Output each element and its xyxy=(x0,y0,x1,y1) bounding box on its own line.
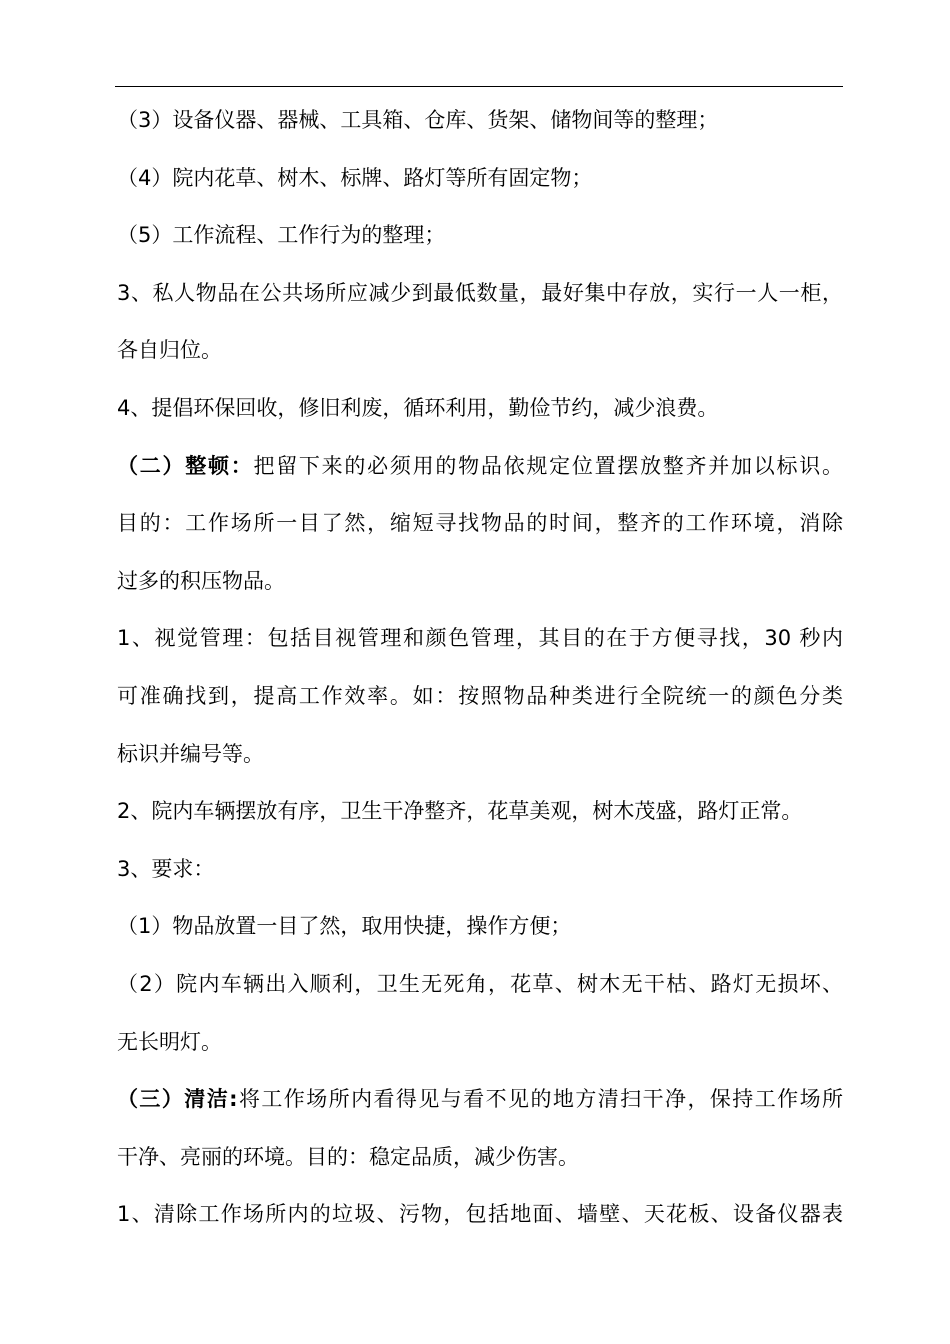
text-line: （3）设备仪器、器械、工具箱、仓库、货架、储物间等的整理； xyxy=(117,108,719,132)
section-heading: （三）清洁: xyxy=(117,1087,238,1112)
text-line: （1）物品放置一目了然，取用快捷，操作方便； xyxy=(117,914,572,939)
document-body xyxy=(117,92,843,1244)
text-line: 1、清除工作场所内的垃圾、污物，包括地面、墙壁、天花板、设备仪器表 xyxy=(117,1202,843,1227)
text-line: 过多的积压物品。 xyxy=(117,568,285,593)
text-line: （5）工作流程、工作行为的整理； xyxy=(117,223,446,248)
section-heading-line: （三）清洁:将工作场所内看得见与看不见的地方清扫干净，保持工作场所 xyxy=(117,1087,843,1112)
text-line: 4、提倡环保回收，修旧利废，循环利用，勤俭节约，减少浪费。 xyxy=(117,395,719,420)
text-line: 可准确找到，提高工作效率。如：按照物品种类进行全院统一的颜色分类 xyxy=(117,683,843,708)
text-line: 1、视觉管理：包括目视管理和颜色管理，其目的在于方便寻找，30 秒内 xyxy=(117,626,843,651)
text-line: 无长明灯。 xyxy=(117,1029,222,1054)
section-heading: （二）整顿： xyxy=(117,453,254,478)
text-line: 3、私人物品在公共场所应减少到最低数量，最好集中存放，实行一人一柜， xyxy=(117,280,843,305)
text-line: （4）院内花草、树木、标牌、路灯等所有固定物； xyxy=(117,165,593,190)
text-line: 目的：工作场所一目了然，缩短寻找物品的时间，整齐的工作环境，消除 xyxy=(117,511,843,536)
text-line: 3、要求： xyxy=(117,856,215,881)
text-line: 各自归位。 xyxy=(117,338,222,363)
section-heading-line: （二）整顿：把留下来的必须用的物品依规定位置摆放整齐并加以标识。 xyxy=(117,453,843,478)
text-line: （2）院内车辆出入顺利，卫生无死角，花草、树木无干枯、路灯无损坏、 xyxy=(117,971,843,996)
text-line: 干净、亮丽的环境。目的：稳定品质，减少伤害。 xyxy=(117,1144,579,1169)
text-line: 2、院内车辆摆放有序，卫生干净整齐，花草美观，树木茂盛，路灯正常。 xyxy=(117,799,803,824)
header-rule xyxy=(115,86,843,87)
text-line: 标识并编号等。 xyxy=(117,741,264,766)
